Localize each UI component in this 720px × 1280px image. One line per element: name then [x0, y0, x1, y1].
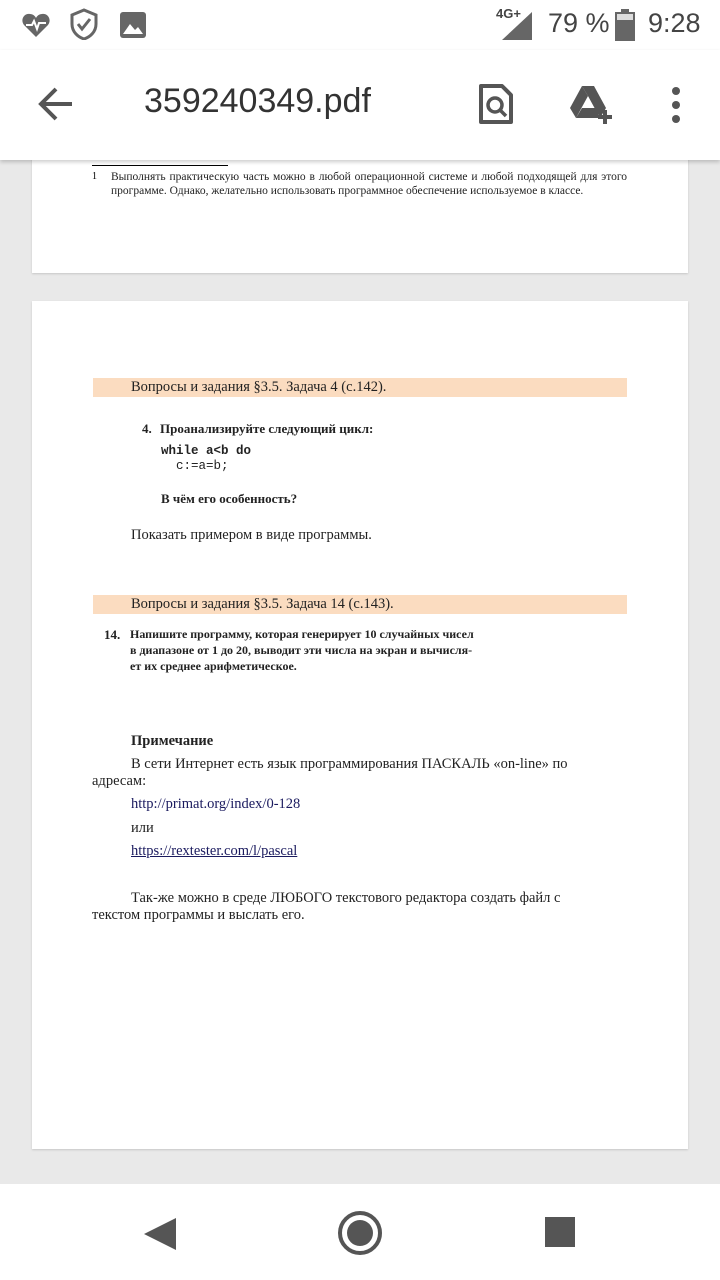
search-in-document-button[interactable]: [478, 83, 514, 130]
nav-back-button[interactable]: [142, 1216, 178, 1257]
status-bar: [0, 0, 720, 50]
pascal-link-1[interactable]: http://primat.org/index/0-128: [131, 796, 301, 812]
footnote-text: Выполнять практическую часть можно в любой операционной системе и любой подходящей для этого программе. Однако, желательно использовать программное обеспечение используемое в классе.: [111, 171, 627, 197]
network-type: 4G+: [496, 6, 521, 21]
section-header-task4: [93, 378, 627, 397]
battery-percent: 79 %: [548, 8, 610, 38]
clock: 9:28: [648, 8, 701, 38]
drive-add-icon: [568, 84, 614, 124]
or-text: или: [131, 820, 154, 836]
task4-question: В чём его особенность?: [161, 491, 298, 506]
shield-check-icon: [70, 8, 98, 45]
square-recents-icon: [545, 1217, 575, 1247]
section-header-task14-text: Вопросы и задания §3.5. Задача 14 (с.143).: [131, 596, 394, 612]
circle-home-icon: [337, 1210, 383, 1256]
footnote-number: 1: [92, 171, 97, 182]
section-header-task4-text: Вопросы и задания §3.5. Задача 4 (с.142).: [131, 379, 387, 395]
task14-line-1: Напишите программу, которая генерирует 10 случайных чисел: [130, 627, 474, 641]
task4-number: 4.: [142, 421, 152, 436]
code-line-2: c:=a=b;: [176, 459, 229, 473]
task14-line-2: в диапазоне от 1 до 20, выводит эти числа на экран и вычисля-: [130, 643, 473, 657]
nav-recents-button[interactable]: [545, 1217, 575, 1252]
health-heart-icon: [22, 12, 50, 43]
arrow-left-icon: [36, 84, 76, 124]
image-icon: [119, 11, 147, 44]
code-line-1: while a<b do: [161, 444, 252, 458]
task14-line-3: ет их среднее арифметическое.: [130, 659, 297, 673]
nav-home-button[interactable]: [337, 1210, 383, 1261]
final-line-1: Так-же можно в среде ЛЮБОГО текстового редактора создать файл с: [131, 890, 561, 906]
pdf-page-2[interactable]: [32, 301, 688, 1149]
document-search-icon: [478, 83, 514, 125]
battery-icon: [615, 9, 635, 46]
note-line-1: В сети Интернет есть язык программирования ПАСКАЛЬ «on-line» по: [131, 756, 568, 772]
task14-number: 14.: [104, 627, 121, 642]
add-to-drive-button[interactable]: [568, 84, 614, 129]
pdf-page-1[interactable]: [32, 155, 688, 273]
app-toolbar: [0, 50, 720, 160]
section-header-task14: [93, 595, 627, 614]
document-title: 359240349.pdf: [144, 82, 371, 120]
back-button[interactable]: [36, 84, 76, 129]
pascal-link-2[interactable]: https://rextester.com/l/pascal: [131, 843, 298, 859]
signal-icon: [502, 12, 532, 45]
system-navigation-bar: [0, 1184, 720, 1280]
note-title: Примечание: [131, 733, 214, 749]
final-line-2: текстом программы и выслать его.: [92, 907, 305, 923]
more-options-button[interactable]: [670, 87, 682, 128]
triangle-back-icon: [142, 1216, 178, 1252]
task4-instruction: Показать примером в виде программы.: [131, 527, 372, 543]
footnote-divider: [92, 165, 228, 166]
note-line-2: адресам:: [92, 773, 147, 789]
more-vert-icon: [670, 87, 682, 123]
task4-text: Проанализируйте следующий цикл:: [160, 421, 374, 436]
